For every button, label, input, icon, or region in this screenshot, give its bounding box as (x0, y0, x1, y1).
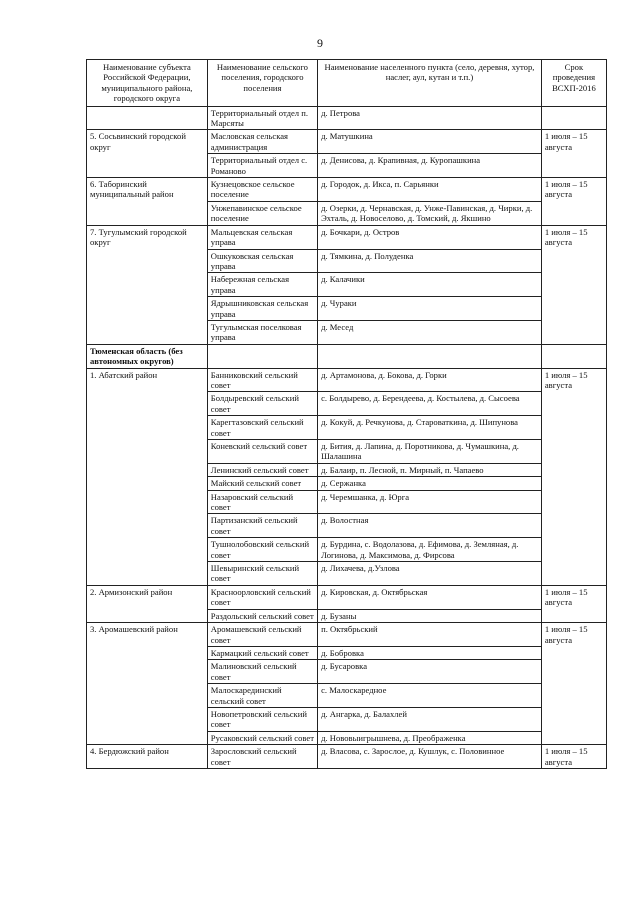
cell-locality: д. Кировская, д. Октябрьская (318, 585, 542, 609)
cell-locality: д. Артамонова, д. Бокова, д. Горки (318, 368, 542, 392)
cell-locality: д. Волостная (318, 514, 542, 538)
cell-locality: д. Бочкари, д. Остров (318, 225, 542, 249)
header-period: Срок проведения ВСХП-2016 (541, 60, 606, 107)
cell-settlement: Малоскарединский сельский совет (207, 684, 317, 708)
cell-period (541, 106, 606, 130)
cell-period: 1 июля – 15 августа (541, 130, 606, 178)
cell-settlement: Малиновский сельский совет (207, 660, 317, 684)
cell-locality: д. Бузаны (318, 609, 542, 622)
cell-settlement: Мальцевская сельская управа (207, 225, 317, 249)
cell-locality: д. Городок, д. Икса, п. Сарьянки (318, 178, 542, 202)
cell-settlement: Территориальный отдел п. Марсяты (207, 106, 317, 130)
cell-locality: д. Бобровка (318, 646, 542, 659)
cell-locality: д. Власова, с. Зарослое, д. Кушлук, с. Половинное (318, 745, 542, 769)
cell-settlement: Кармацкий сельский совет (207, 646, 317, 659)
census-table (86, 59, 607, 769)
cell-locality: д. Бусаровка (318, 660, 542, 684)
table-row (87, 178, 607, 202)
table-row (87, 106, 607, 130)
cell-settlement: Раздольский сельский совет (207, 609, 317, 622)
cell-locality: д. Черемшанка, д. Юрга (318, 490, 542, 514)
cell-locality: д. Чураки (318, 297, 542, 321)
cell-locality: д. Балаир, п. Лесной, п. Мирный, п. Чапаево (318, 463, 542, 476)
cell-locality: д. Калачики (318, 273, 542, 297)
cell-locality: д. Сержанка (318, 477, 542, 490)
cell-subject: 2. Армизонский район (87, 585, 208, 622)
cell-locality: п. Октябрьский (318, 623, 542, 647)
cell-locality: д. Кокуй, д. Речкунова, д. Староваткина, д. Шипунова (318, 416, 542, 440)
cell-locality: д. Лихачева, д.Узлова (318, 562, 542, 586)
header-locality: Наименование населенного пункта (село, деревня, хутор, наслег, аул, кутан и т.п.) (318, 60, 542, 107)
cell-period: 1 июля – 15 августа (541, 623, 606, 745)
cell-locality (318, 344, 542, 368)
cell-subject: 7. Тугулымский городской округ (87, 225, 208, 344)
cell-locality: с. Малоскаредное (318, 684, 542, 708)
cell-settlement: Набережная сельская управа (207, 273, 317, 297)
cell-settlement: Красноорловский сельский совет (207, 585, 317, 609)
cell-locality: д. Месед (318, 320, 542, 344)
cell-subject: 6. Таборинский муниципальный район (87, 178, 208, 226)
cell-locality: с. Болдырево, д. Берендеева, д. Костылева, д. Сысоева (318, 392, 542, 416)
cell-subject: 5. Сосьвинский городской округ (87, 130, 208, 178)
cell-locality: д. Матушкина (318, 130, 542, 154)
cell-subject: 4. Бердюжский район (87, 745, 208, 769)
header-settlement: Наименование сельского поселения, городского поселения (207, 60, 317, 107)
table-header-row (87, 60, 607, 107)
cell-settlement: Тугулымская поселковая управа (207, 320, 317, 344)
cell-settlement: Ошкуковская сельская управа (207, 249, 317, 273)
table-row (87, 225, 607, 249)
cell-settlement: Территориальный отдел с. Романово (207, 154, 317, 178)
header-subject: Наименование субъекта Российской Федерации, муниципального района, городского округа (87, 60, 208, 107)
table-row (87, 623, 607, 647)
cell-settlement: Кузнецовское сельское поселение (207, 178, 317, 202)
cell-subject: 1. Абатский район (87, 368, 208, 585)
cell-period (541, 344, 606, 368)
cell-settlement: Русаковский сельский совет (207, 731, 317, 744)
cell-locality: д. Денисова, д. Крапивная, д. Куропашкина (318, 154, 542, 178)
cell-period: 1 июля – 15 августа (541, 225, 606, 344)
region-row (87, 344, 607, 368)
cell-settlement: Аромашевский сельский совет (207, 623, 317, 647)
cell-settlement: Ленинский сельский совет (207, 463, 317, 476)
page-number: 9 (317, 36, 323, 50)
region-heading: Тюменская область (без автономных округов) (87, 344, 208, 368)
cell-locality: д. Тямкина, д. Полуденка (318, 249, 542, 273)
cell-settlement: Тушнолобовский сельский совет (207, 538, 317, 562)
cell-locality: д. Озерки, д. Чернавская, д. Унже-Павинская, д. Чирки, д. Эхталь, д. Новоселово, д. Томский, д. Якшино (318, 201, 542, 225)
cell-settlement: Назаровский сельский совет (207, 490, 317, 514)
cell-settlement: Новопетровский сельский совет (207, 707, 317, 731)
cell-settlement (207, 344, 317, 368)
cell-settlement: Шевыринский сельский совет (207, 562, 317, 586)
cell-locality: д. Бития, д. Лапина, д. Поротникова, д. Чумашкина, д. Шалашина (318, 440, 542, 464)
cell-period: 1 июля – 15 августа (541, 178, 606, 226)
table-row (87, 585, 607, 609)
cell-settlement: Масловская сельская администрация (207, 130, 317, 154)
table-row (87, 745, 607, 769)
table-row (87, 130, 607, 154)
cell-subject: 3. Аромашевский район (87, 623, 208, 745)
cell-settlement: Ядрышниковская сельская управа (207, 297, 317, 321)
cell-settlement: Банниковский сельский совет (207, 368, 317, 392)
cell-settlement: Коневский сельский совет (207, 440, 317, 464)
cell-settlement: Майский сельский совет (207, 477, 317, 490)
cell-period: 1 июля – 15 августа (541, 745, 606, 769)
cell-subject (87, 106, 208, 130)
cell-locality: д. Нововыигрышнева, д. Преображенка (318, 731, 542, 744)
cell-settlement: Болдыревский сельский совет (207, 392, 317, 416)
cell-period: 1 июля – 15 августа (541, 585, 606, 622)
cell-locality: д. Петрова (318, 106, 542, 130)
cell-locality: д. Бурдина, с. Водолазова, д. Ефимова, д. Земляная, д. Логинова, д. Максимова, д. Фирсова (318, 538, 542, 562)
cell-settlement: Зарословский сельский совет (207, 745, 317, 769)
cell-settlement: Партизанский сельский совет (207, 514, 317, 538)
cell-period: 1 июля – 15 августа (541, 368, 606, 585)
cell-locality: д. Ангарка, д. Балахлей (318, 707, 542, 731)
cell-settlement: Карегтазовский сельский совет (207, 416, 317, 440)
table-row (87, 368, 607, 392)
cell-settlement: Унжепавинское сельское поселение (207, 201, 317, 225)
